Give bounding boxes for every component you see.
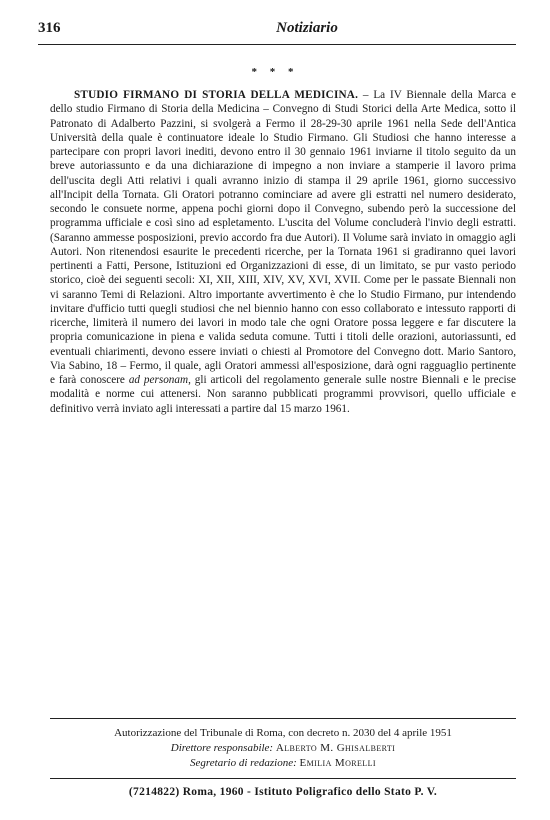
article-paragraph [50,88,516,416]
section-ornament: * * * [251,66,299,78]
authorization-line: Autorizzazione del Tribunale di Roma, con decreto n. 2030 del 4 aprile 1951 [114,727,452,739]
article-emphasis: ad personam [128,374,189,386]
article-text-part1: – La IV Biennale della Marca e dello studio Firmano di Storia della Medicina – Convegno di Studi Storici della Arte Medica, sotto il Patronato di Adalberto Pazzini, si svolgerà a Fermo il 28-29-30 aprile 1961 nella Sede dell'Antica Università della quale è continuatore ideale lo Studio Firmano. Gli Studiosi che hanno interesse a partecipare con propri lavori inediti, devono entro il 30 gennaio 1961 inviarne il titolo seguito da un breve autoriassunto e da una dichiarazione di impegno a non inviare a stamperie il lavoro prima dell'uscita degli Atti relativi i quali avranno inizio di stampa il 29 aprile 1961, giorno successivo all'Incipit della Tornata. Gli Oratori potranno cominciare ad avere gli estratti nel numero desiderato, secondo le consuete norme, appena pochi giorni dopo il Convegno, subendo però la successione del programma ufficiale e così sino ad espletamento. L'uscita del Volume concluderà l'invio degli estratti. (Saranno ammesse posposizioni, previo accordo fra due Autori). Il Volume sarà inviato in omaggio agli Autori. Non ritenendosi esaurite le precedenti ricerche, per la Tornata 1961 si gradiranno quei lavori pertinenti a Fatti, Persone, Istituzioni ed Organizzazioni di esse, di un limitato, se pur vasto periodo storico, cioè dei seguenti secoli: XI, XII, XIII, XIV, XV, XVI, XVII. Come per le passate Biennali non vi saranno Temi di Relazioni. Altro importante avvertimento è che lo Studio Firmano, pur intendendo invitare d'ufficio tutti quegli studiosi che nel biennio hanno con esso collaborato e intessuto rapporti di ricerche, limiterà il numero dei lavori in modo tale che ogni Oratore possa leggere e far discutere la propria comunicazione in piena e valida seduta comune. Tutti i titoli delle orazioni, autoriassunti, ed eventuali chiarimenti, devono essere inviati o chiesti al Promotore del Convegno dott. Mario Santoro, Via Sabino, 18 – Fermo, il quale, agli Oratori ammessi all'esposizione, darà ogni ragguaglio pertinente e farà conoscere [50,89,516,386]
director-line [50,741,516,756]
article-heading: STUDIO FIRMANO DI STORIA DELLA MEDICINA. [74,89,359,101]
secretary-role: Segretario di redazione: [190,757,297,769]
footer-rule [50,718,516,719]
page-header [38,20,516,42]
article-text-part2: , gli articoli del regolamento generale sulle nostre Biennali e le precise modalità e norme cui attenersi. Non saranno pubblicati programmi provvisori, quello ufficiale e definitivo verrà inviato agli interessati a partire dal 15 marzo 1961. [50,374,516,415]
director-name: Alberto M. Ghisalberti [275,742,396,754]
secretary-name: Emilia Morelli [299,757,376,769]
page-number: 316 [38,20,61,36]
imprint-block [50,726,516,771]
header-rule [38,44,516,45]
secretary-line [50,756,516,771]
printer-line: (7214822) Roma, 1960 - Istituto Poligrafico dello Stato P. V. [128,786,438,798]
news-article [50,88,516,416]
director-role: Direttore responsabile: [170,742,274,754]
printer-rule [50,778,516,779]
running-head: Notiziario [276,20,338,36]
